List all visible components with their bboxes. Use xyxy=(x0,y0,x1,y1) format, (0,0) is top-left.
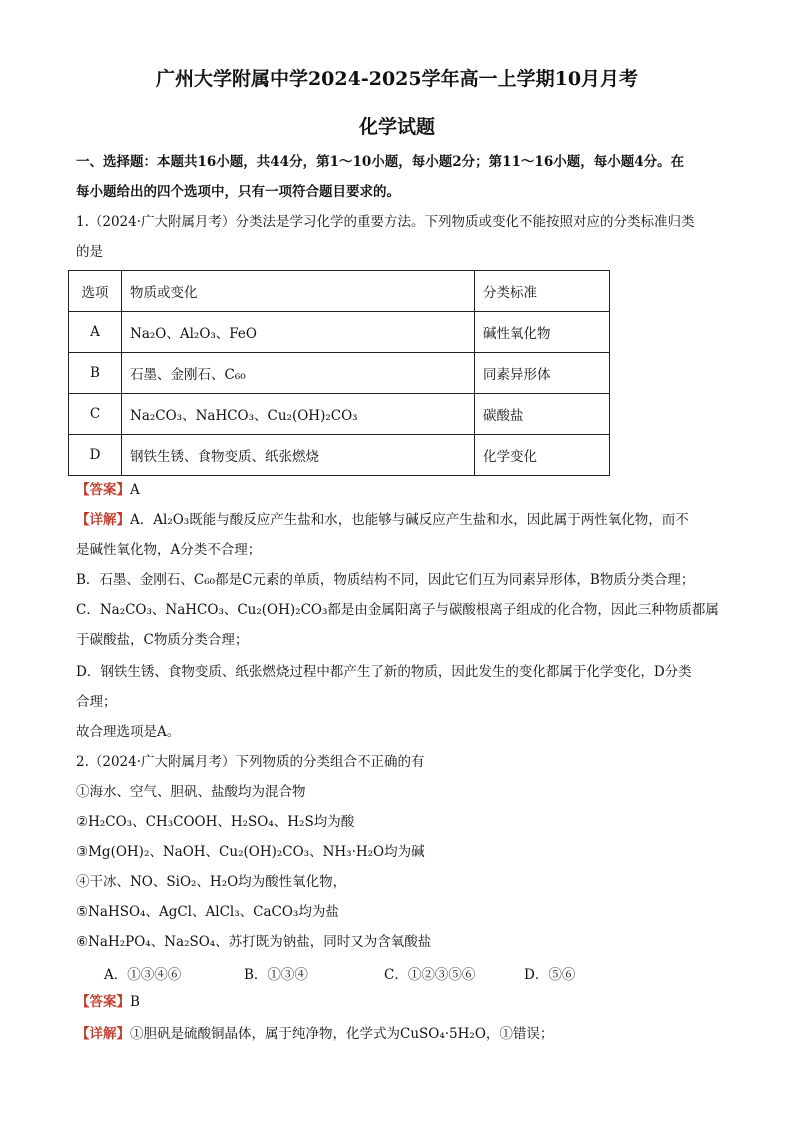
q2-item-3: ③Mg(OH)₂、NaOH、Cu₂(OH)₂CO₃、NH₃·H₂O均为碱 xyxy=(76,844,425,860)
table-header-standard: 分类标准 xyxy=(475,271,610,312)
table-header-option: 选项 xyxy=(69,271,122,312)
q2-item-6: ⑥NaH₂PO₄、Na₂SO₄、苏打既为钠盐，同时又为含氧酸盐 xyxy=(76,934,432,950)
table-cell-standard: 碱性氧化物 xyxy=(475,312,610,353)
q1-answer xyxy=(76,480,726,500)
table-header-row xyxy=(69,271,610,312)
q2-option-a: A．①③④⑥ xyxy=(104,967,182,983)
q2-option-d: D．⑤⑥ xyxy=(524,967,576,983)
answer-tag: 【答案】 xyxy=(76,994,130,1010)
answer-tag: 【答案】 xyxy=(76,482,130,498)
table-cell-option: B xyxy=(69,353,122,394)
q1-detail-line2: 是碱性氧化物，A分类不合理； xyxy=(76,542,262,558)
answer-value: A xyxy=(130,482,140,498)
table-cell-option: A xyxy=(69,312,122,353)
q1-detail-line1 xyxy=(76,510,726,530)
q1-stem-line2: 的是 xyxy=(76,244,103,260)
answer-value: B xyxy=(130,994,140,1010)
detail-tag: 【详解】 xyxy=(76,1026,130,1042)
q1-table xyxy=(68,270,610,476)
q1-detail-line3: B．石墨、金刚石、C₆₀都是C元素的单质，物质结构不同，因此它们互为同素异形体，B物质分类合理； xyxy=(76,572,695,588)
table-cell-standard: 同素异形体 xyxy=(475,353,610,394)
table-cell-standard: 碳酸盐 xyxy=(475,394,610,435)
q2-item-1: ①海水、空气、胆矾、盐酸均为混合物 xyxy=(76,784,306,800)
table-row xyxy=(69,312,610,353)
table-header-substance: 物质或变化 xyxy=(122,271,475,312)
table-cell-option: D xyxy=(69,435,122,476)
q2-item-5: ⑤NaHSO₄、AgCl、AlCl₃、CaCO₃均为盐 xyxy=(76,904,339,920)
section-instructions-line1: 一、选择题：本题共16小题，共44分，第1～10小题，每小题2分；第11～16小题，每小题4分。在 xyxy=(76,154,685,170)
q2-option-b: B．①③④ xyxy=(244,967,308,983)
table-cell-substance: Na₂CO₃、NaHCO₃、Cu₂(OH)₂CO₃ xyxy=(122,394,475,435)
q2-item-2: ②H₂CO₃、CH₃COOH、H₂SO₄、H₂S均为酸 xyxy=(76,814,355,830)
table-cell-substance: 钢铁生锈、食物变质、纸张燃烧 xyxy=(122,435,475,476)
table-cell-option: C xyxy=(69,394,122,435)
table-cell-substance: Na₂O、Al₂O₃、FeO xyxy=(122,312,475,353)
detail-text: ①胆矾是硫酸铜晶体，属于纯净物，化学式为CuSO₄·5H₂O，①错误； xyxy=(130,1026,554,1042)
table-row xyxy=(69,353,610,394)
table-cell-substance: 石墨、金刚石、C₆₀ xyxy=(122,353,475,394)
q2-stem: 2.（2024·广大附属月考）下列物质的分类组合不正确的有 xyxy=(76,754,425,770)
q2-item-4: ④干冰、NO、SiO₂、H₂O均为酸性氧化物， xyxy=(76,874,347,890)
q1-stem-line1: 1.（2024·广大附属月考）分类法是学习化学的重要方法。下列物质或变化不能按照对应的分类标准归类 xyxy=(76,214,695,230)
q1-detail-line8: 故合理选项是A。 xyxy=(76,724,181,740)
q1-detail-line7: 合理； xyxy=(76,694,117,710)
section-instructions-line2: 每小题给出的四个选项中，只有一项符合题目要求的。 xyxy=(76,184,400,200)
detail-tag: 【详解】 xyxy=(76,512,130,528)
table-row xyxy=(69,435,610,476)
table-row xyxy=(69,394,610,435)
q1-detail-line4: C．Na₂CO₃、NaHCO₃、Cu₂(OH)₂CO₃都是由金属阳离子与碳酸根离子组成的化合物，因此三种物质都属 xyxy=(76,602,719,618)
exam-subtitle: 化学试题 xyxy=(358,116,435,138)
detail-text: A．Al₂O₃既能与酸反应产生盐和水，也能够与碱反应产生盐和水，因此属于两性氧化物，而不 xyxy=(130,512,689,528)
q2-answer xyxy=(76,992,726,1012)
q2-option-c: C．①②③⑤⑥ xyxy=(384,967,476,983)
q1-detail-line5: 于碳酸盐，C物质分类合理； xyxy=(76,632,249,648)
exam-title: 广州大学附属中学2024-2025学年高一上学期10月月考 xyxy=(155,68,639,90)
table-cell-standard: 化学变化 xyxy=(475,435,610,476)
q1-detail-line6: D．钢铁生锈、食物变质、纸张燃烧过程中都产生了新的物质，因此发生的变化都属于化学变化，D分类 xyxy=(76,664,692,680)
q2-detail-line1 xyxy=(76,1024,726,1044)
